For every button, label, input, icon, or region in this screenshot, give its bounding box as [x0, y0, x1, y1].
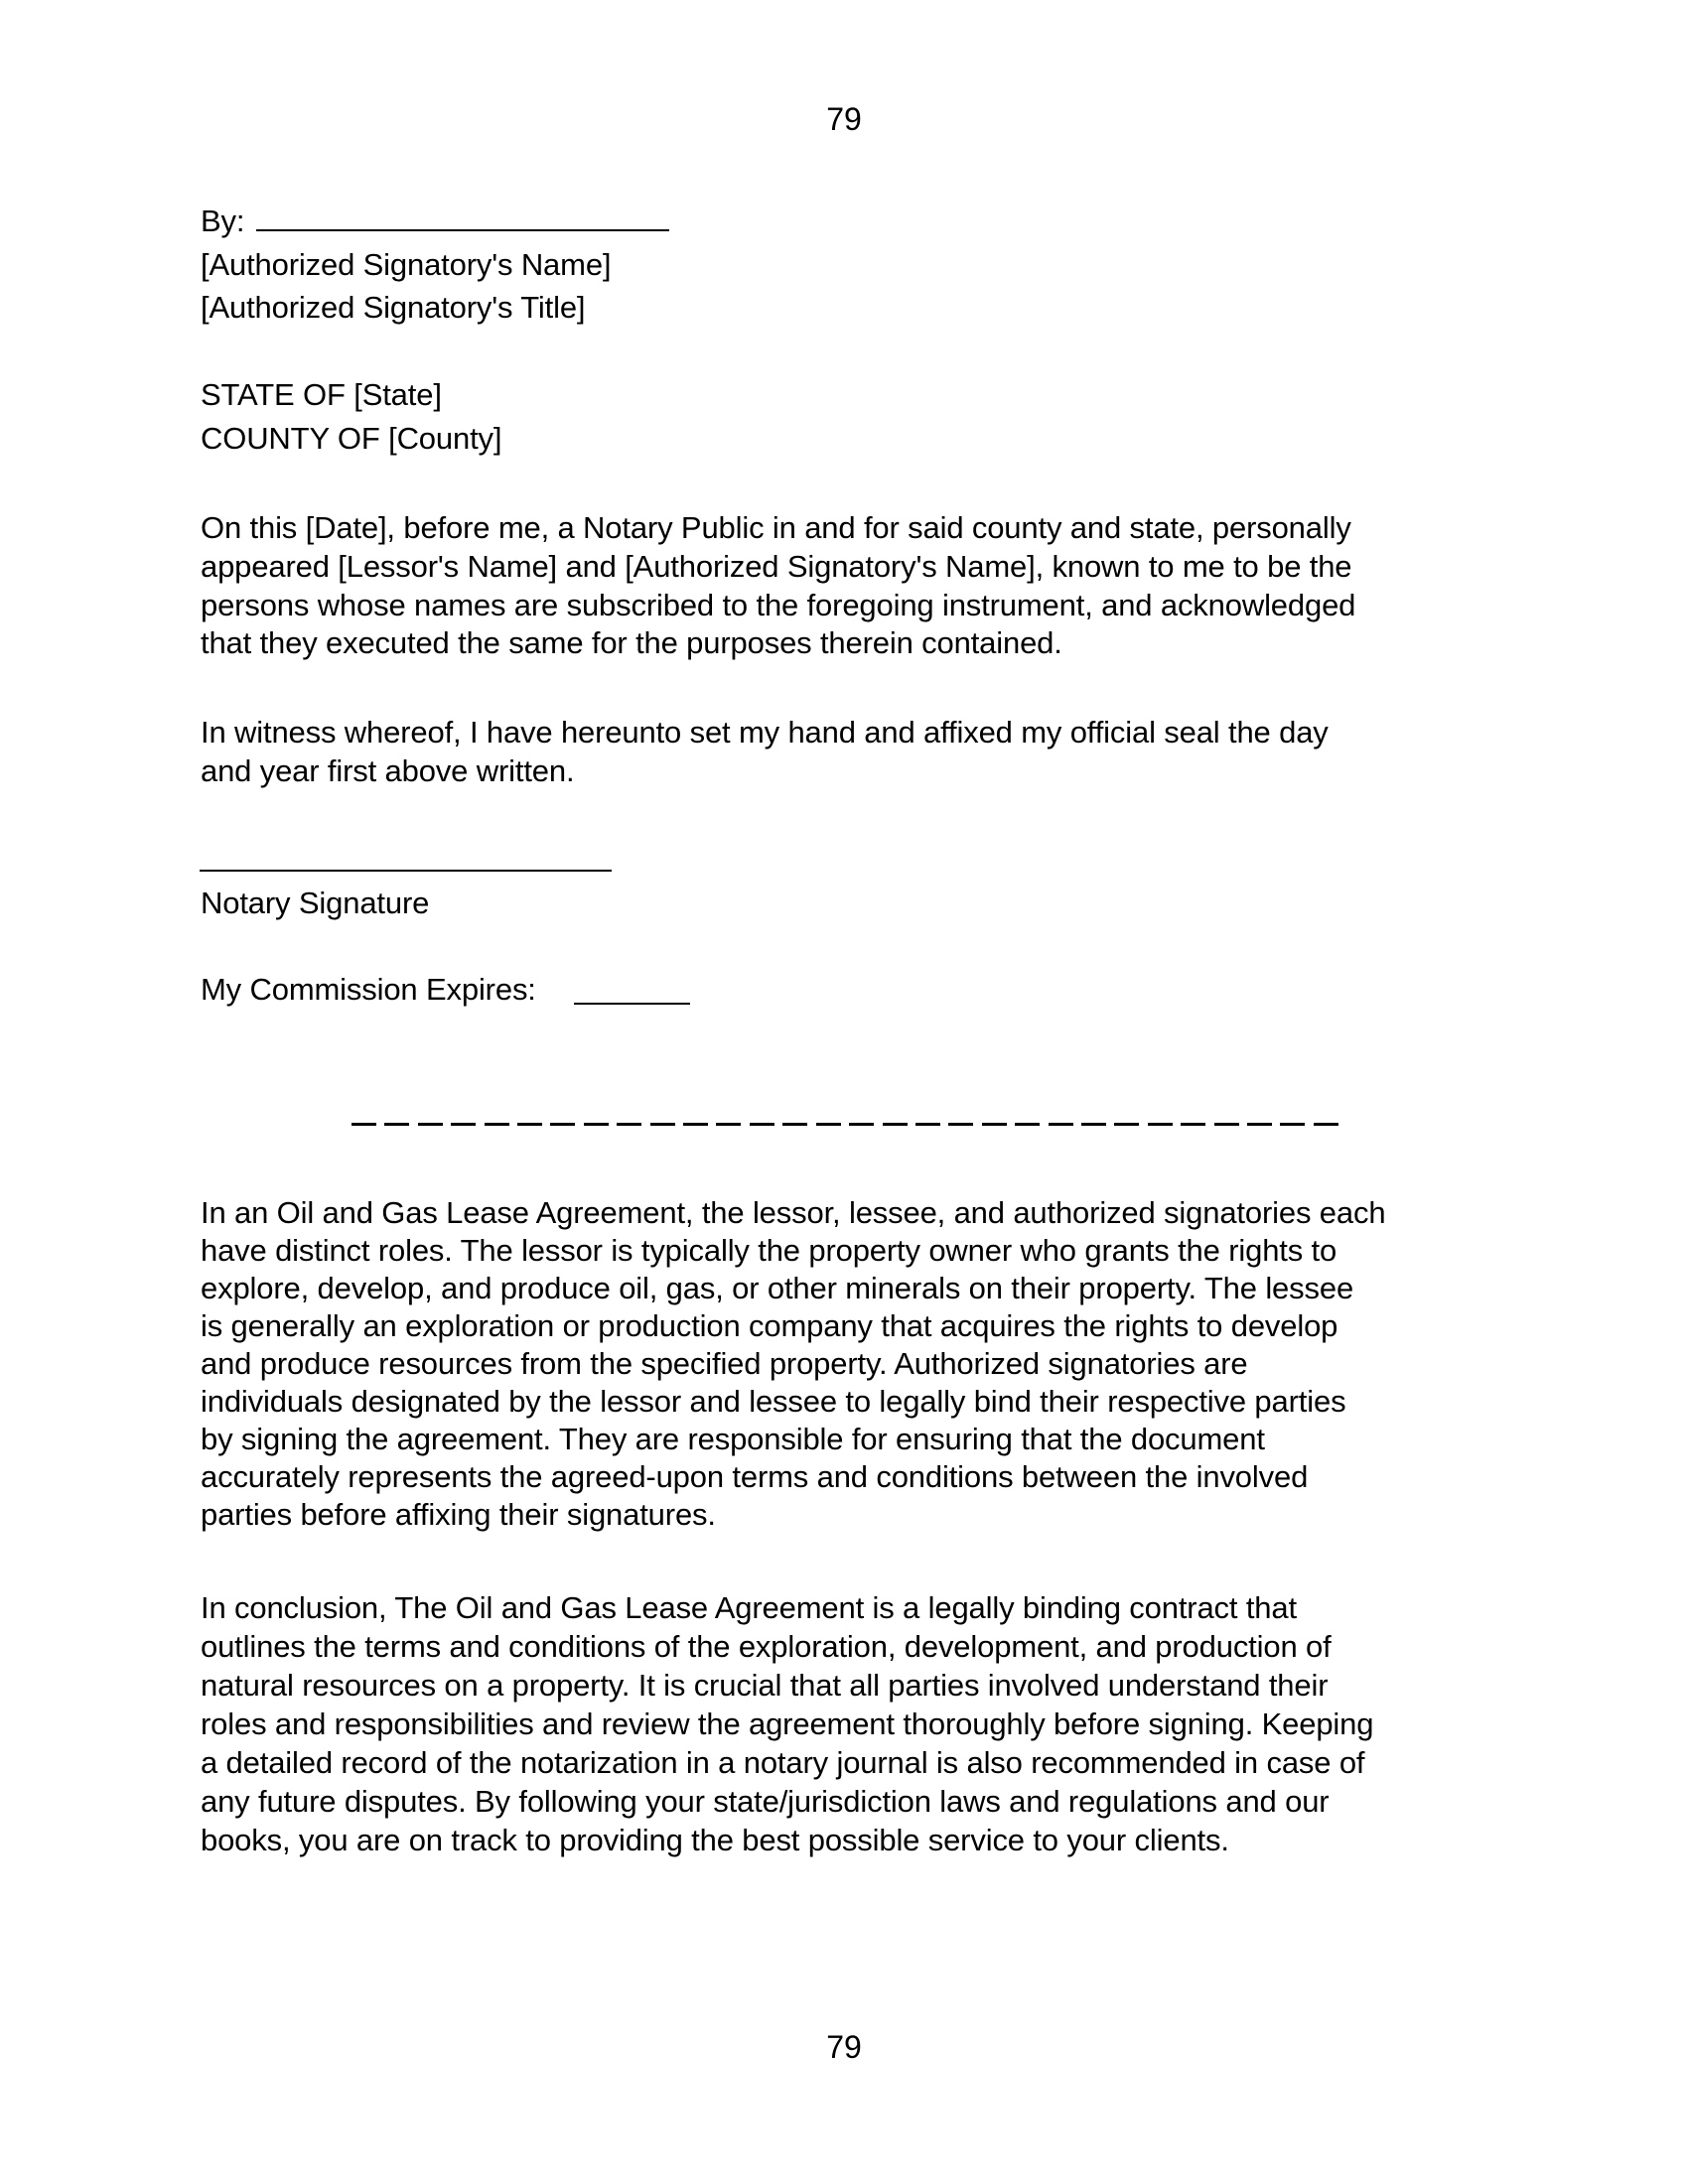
paragraph-line: individuals designated by the lessor and lessee to legally bind their respective parties — [201, 1384, 1346, 1419]
paragraph-line: have distinct roles. The lessor is typically the property owner who grants the rights to — [201, 1233, 1337, 1268]
paragraph-line: natural resources on a property. It is crucial that all parties involved understand their — [201, 1668, 1329, 1703]
commission-expiry-underline[interactable] — [574, 1003, 690, 1005]
divider-dash — [716, 1123, 741, 1126]
paragraph-line: In witness whereof, I have hereunto set my hand and affixed my official seal the day — [201, 715, 1329, 750]
paragraph-line: In conclusion, The Oil and Gas Lease Agreement is a legally binding contract that — [201, 1590, 1297, 1625]
divider-dash — [1247, 1123, 1272, 1126]
divider-dash — [915, 1123, 940, 1126]
divider-dash — [1148, 1123, 1173, 1126]
divider-dash — [650, 1123, 675, 1126]
divider-dash — [352, 1123, 376, 1126]
paragraph-line: and year first above written. — [201, 753, 575, 788]
by-label: By: — [201, 204, 245, 238]
page-header-number: 79 — [826, 101, 862, 137]
divider-dash — [1114, 1123, 1139, 1126]
paragraph-line: and produce resources from the specified property. Authorized signatories are — [201, 1346, 1248, 1381]
paragraph-line: that they executed the same for the purposes therein contained. — [201, 625, 1062, 660]
paragraph-line: appeared [Lessor's Name] and [Authorized Signatory's Name], known to me to be the — [201, 549, 1352, 584]
by-line — [201, 203, 244, 240]
divider-dash — [584, 1123, 609, 1126]
signatory-title: [Authorized Signatory's Title] — [201, 290, 586, 325]
divider-dash — [451, 1123, 476, 1126]
divider-dash — [418, 1123, 443, 1126]
venue-county: COUNTY OF [County] — [201, 421, 502, 456]
paragraph-line: by signing the agreement. They are responsible for ensuring that the document — [201, 1422, 1265, 1456]
notary-signature-underline[interactable] — [200, 870, 612, 872]
commission-label: My Commission Expires: — [201, 972, 536, 1007]
divider-dash — [750, 1123, 774, 1126]
paragraph-line: explore, develop, and produce oil, gas, or other minerals on their property. The lessee — [201, 1271, 1354, 1305]
divider-dash — [517, 1123, 542, 1126]
paragraph-line: outlines the terms and conditions of the exploration, development, and production of — [201, 1629, 1332, 1664]
divider-dash — [948, 1123, 973, 1126]
divider-dash — [816, 1123, 841, 1126]
divider-dash — [683, 1123, 708, 1126]
by-signature-underline[interactable] — [256, 229, 669, 231]
divider-dash — [849, 1123, 874, 1126]
paragraph-line: On this [Date], before me, a Notary Public in and for said county and state, personally — [201, 510, 1351, 545]
commission-line — [201, 971, 536, 1009]
divider-dash — [1015, 1123, 1040, 1126]
paragraph-line: persons whose names are subscribed to the foregoing instrument, and acknowledged — [201, 588, 1356, 622]
paragraph-line: books, you are on track to providing the best possible service to your clients. — [201, 1823, 1229, 1857]
paragraph-line: any future disputes. By following your state/jurisdiction laws and regulations and our — [201, 1784, 1330, 1819]
paragraph-line: parties before affixing their signatures. — [201, 1497, 716, 1532]
divider-dash — [883, 1123, 908, 1126]
divider-dash — [550, 1123, 575, 1126]
venue-state: STATE OF [State] — [201, 377, 442, 412]
section-divider — [352, 1123, 1338, 1126]
page-footer-number: 79 — [826, 2029, 862, 2065]
paragraph-line: is generally an exploration or production company that acquires the rights to develop — [201, 1308, 1338, 1343]
divider-dash — [1181, 1123, 1205, 1126]
paragraph-line: In an Oil and Gas Lease Agreement, the lessor, lessee, and authorized signatories each — [201, 1195, 1386, 1230]
divider-dash — [384, 1123, 409, 1126]
paragraph-line: a detailed record of the notarization in a notary journal is also recommended in case of — [201, 1745, 1365, 1780]
divider-dash — [1214, 1123, 1239, 1126]
divider-dash — [1049, 1123, 1073, 1126]
paragraph-line: accurately represents the agreed-upon terms and conditions between the involved — [201, 1459, 1309, 1494]
divider-dash — [485, 1123, 509, 1126]
divider-dash — [782, 1123, 807, 1126]
divider-dash — [1314, 1123, 1338, 1126]
divider-dash — [1081, 1123, 1106, 1126]
notary-signature-label: Notary Signature — [201, 886, 430, 920]
divider-dash — [982, 1123, 1007, 1126]
divider-dash — [1280, 1123, 1305, 1126]
paragraph-line: roles and responsibilities and review the agreement thoroughly before signing. Keeping — [201, 1706, 1374, 1741]
divider-dash — [617, 1123, 641, 1126]
signatory-name: [Authorized Signatory's Name] — [201, 247, 612, 282]
